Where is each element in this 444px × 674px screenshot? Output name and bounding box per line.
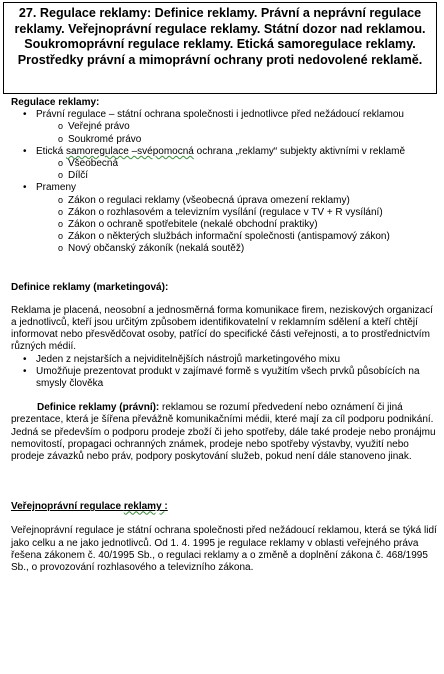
spellcheck-underlined-text: samoregulace –svépomocná (66, 145, 194, 157)
text-run: reklamou se rozumí předvedení nebo oznámení či jiná prezentace, která je šířena převážně komunikačními médii, které mají za cíl podporu podnikání. Jedná se především o podporu prodeje zboží či jeho spotřeby, dále také prodeje nebo pronájmu nemovitostí, propagaci ochranných známek, prodeje nebo spotřeby výstavby, využití nebo prodeje závazků nebo práv, podpory poskytování služeb, pokud není dále stanoveno jinak. (11, 402, 436, 463)
list-item: • Prameny (11, 182, 439, 194)
list-subitem: o Soukromé právo (11, 134, 439, 146)
paragraph-legal-definition (11, 402, 439, 463)
list-item (11, 146, 439, 158)
list-subitem: o Zákon o rozhlasovém a televizním vysílání (regulace v TV + R vysílání) (11, 207, 439, 219)
document-body (11, 97, 439, 574)
list-subitem: o Nový občanský zákoník (nekalá soutěž) (11, 243, 439, 255)
paragraph-verejnopravni: Veřejnoprávní regulace je státní ochrana společnosti před nežádoucí reklamou, která se týká lidí jako celku a ne jako jednotlivců. Od 1. 4. 1995 je regulace reklamy v oblasti veřejného práva řešena zákonem č. 40/1995 Sb., o regulaci reklamy a o změně a doplnění zákona č. 468/1995 Sb., o provozování rozhlasového a televizního zákona. (11, 525, 437, 574)
list-subitem: o Zákon o některých službách informační společnosti (antispamový zákon) (11, 231, 439, 243)
text-run: : (164, 501, 168, 513)
section-heading-marketing: Definice reklamy (marketingová): (11, 281, 169, 293)
text-run: Etická (36, 145, 67, 157)
list-subitem: o Zákon o regulaci reklamy (všeobecná úprava omezení reklamy) (11, 195, 439, 207)
list-item: • Umožňuje prezentovat produkt v zajímavé formě s využitím všech prvků působících na smysly člověka (11, 366, 439, 390)
list-subitem: o Veřejné právo (11, 121, 439, 133)
list-item: • Jeden z nejstarších a nejviditelnějších nástrojů marketingového mixu (11, 354, 439, 366)
text-run: ochrana „reklamy“ subjekty aktivními v reklamě (193, 145, 406, 157)
regulace-list (11, 109, 439, 255)
section-heading-verejnopravni (11, 501, 439, 513)
marketing-list (11, 354, 439, 391)
list-subitem: o Dílčí (11, 170, 439, 182)
section-heading-regulace: Regulace reklamy: (11, 97, 100, 108)
inline-heading: Definice reklamy (právní): (37, 402, 160, 414)
list-subitem: o Zákon o ochraně spotřebitele (nekalé obchodní praktiky) (11, 219, 439, 231)
paragraph-marketing: Reklama je placená, neosobní a jednosměrná forma komunikace firem, neziskových organizací a jednotlivců, kteří jsou určitým způsobem identifikovatelní v reklamním sdělení a kteří chtějí informovat nebo přesvědčovat osoby, patřící do specifické části veřejnosti, a to prostřednictvím různých médií. (11, 304, 433, 353)
page-title: 27. Regulace reklamy: Definice reklamy. Právní a neprávní regulace reklamy. Veřejnoprávní regulace reklamy. Státní dozor nad reklamou. Soukromoprávní regulace reklamy. Etická samoregulace reklamy. Prostředky právní a mimoprávní ochrany proti nedovolené reklamě. (3, 2, 437, 94)
text-run: Veřejnoprávní regulace (11, 501, 124, 513)
list-subitem: o Všeobecná (11, 158, 439, 170)
list-item: • Právní regulace – státní ochrana společnosti i jednotlivce před nežádoucí reklamou (11, 109, 439, 121)
spellcheck-underlined-text: reklamy (123, 501, 165, 513)
